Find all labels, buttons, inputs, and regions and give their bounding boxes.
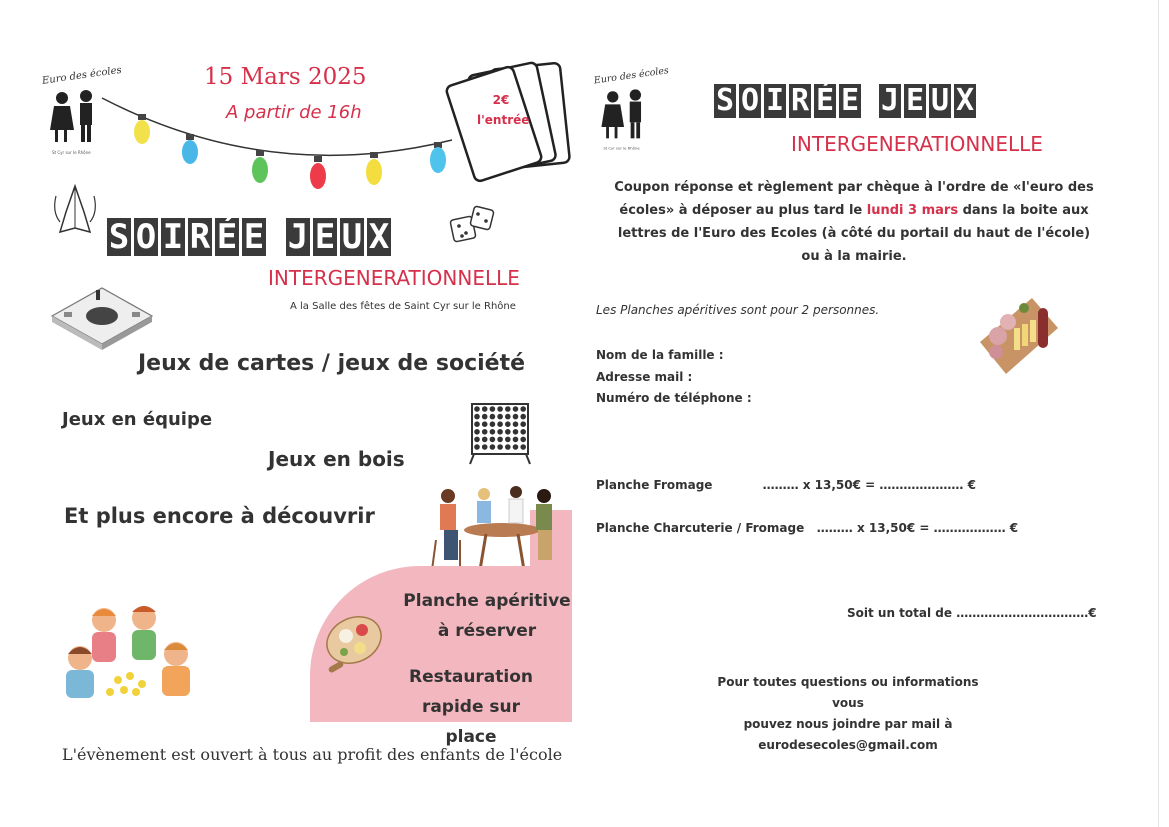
title-letter: E bbox=[840, 83, 860, 118]
title-letter: É bbox=[815, 83, 835, 118]
event-venue: A la Salle des fêtes de Saint Cyr sur le Rhône bbox=[290, 301, 516, 312]
event-date: 15 Mars 2025 bbox=[204, 64, 367, 90]
contact-email: eurodesecoles@gmail.com bbox=[758, 738, 938, 752]
board-game-icon bbox=[50, 282, 154, 350]
title-letter: É bbox=[216, 217, 238, 257]
logo-text: Euro des écoles bbox=[593, 65, 670, 87]
page-edge bbox=[1158, 0, 1159, 827]
order-mixed: Planche Charcuterie / Fromage ……… x 13,50€ = ……………… € bbox=[596, 521, 1019, 535]
title-letter: E bbox=[905, 83, 925, 118]
field-email: Adresse mail : bbox=[596, 370, 693, 384]
string-lights-icon bbox=[100, 90, 460, 200]
praying-hands-icon bbox=[50, 182, 100, 238]
dice-icon bbox=[448, 204, 498, 248]
title-letter: O bbox=[135, 217, 157, 257]
connect-four-icon bbox=[470, 402, 530, 466]
title-letter: E bbox=[243, 217, 265, 257]
order-cheese: Planche Fromage ……… x 13,50€ = ………………… € bbox=[596, 478, 976, 492]
logo-subtext: St Cyr sur le Rhône bbox=[52, 150, 91, 155]
order-total: Soit un total de ……………………………€ bbox=[847, 606, 1097, 620]
activity-wood: Jeux en bois bbox=[268, 447, 405, 471]
aperitif-board-icon bbox=[318, 606, 392, 680]
price-label: l'entrée bbox=[477, 113, 530, 127]
title-letter: R bbox=[189, 217, 211, 257]
activity-team: Jeux en équipe bbox=[62, 409, 213, 430]
coupon-deadline: lundi 3 mars bbox=[866, 203, 959, 218]
planche-info bbox=[402, 586, 572, 646]
activity-more: Et plus encore à découvrir bbox=[64, 504, 375, 528]
title-gap bbox=[864, 84, 876, 118]
children-playing-icon bbox=[58, 600, 218, 704]
restauration-info bbox=[398, 662, 544, 752]
event-time: A partir de 16h bbox=[226, 102, 362, 123]
title-letter: U bbox=[930, 83, 950, 118]
planche-note: Les Planches apéritives sont pour 2 personnes. bbox=[596, 303, 880, 317]
logo-children-icon bbox=[592, 65, 670, 156]
charcuterie-board-icon bbox=[976, 294, 1062, 378]
planche-line-2: à réserver bbox=[437, 621, 537, 641]
resto-line-2: rapide sur place bbox=[421, 697, 521, 747]
logo-subtext: St Cyr sur le Rhône bbox=[603, 146, 640, 151]
price-amount: 2€ bbox=[492, 93, 510, 107]
entry-price bbox=[477, 90, 530, 130]
planche-line-1: Planche apéritive bbox=[403, 591, 571, 611]
event-footer: L'évènement est ouvert à tous au profit des enfants de l'école bbox=[62, 745, 563, 764]
coupon-text-1: Coupon réponse et règlement par chèque à l'ordre de «l'euro des écoles» à déposer au plus tard le bbox=[614, 180, 1094, 218]
field-family: Nom de la famille : bbox=[596, 348, 724, 362]
title-letter: X bbox=[368, 217, 390, 257]
title-letter: I bbox=[162, 217, 184, 257]
title-letter: X bbox=[955, 83, 975, 118]
event-title bbox=[107, 218, 391, 256]
coupon-instructions bbox=[612, 176, 1096, 268]
event-subtitle: INTERGENERATIONNELLE bbox=[268, 266, 520, 290]
title-letter: O bbox=[740, 83, 760, 118]
contact-line-2: pouvez nous joindre par mail à bbox=[743, 717, 953, 731]
title-letter: S bbox=[715, 83, 735, 118]
resto-line-1: Restauration bbox=[408, 667, 534, 687]
activity-cards: Jeux de cartes / jeux de société bbox=[138, 351, 526, 376]
title-letter: S bbox=[108, 217, 130, 257]
title-letter: U bbox=[341, 217, 363, 257]
event-title bbox=[714, 84, 976, 118]
event-subtitle: INTERGENERATIONNELLE bbox=[791, 132, 1043, 156]
title-letter: J bbox=[287, 217, 309, 257]
coupon-text-2: dans la boite aux lettres de l'Euro des Ecoles (à côté du portail du haut de l'école) ou à la mairie. bbox=[617, 203, 1091, 264]
contact-line-1: Pour toutes questions ou informations vous bbox=[717, 675, 979, 710]
logo-text: Euro des écoles bbox=[41, 64, 123, 87]
title-letter: E bbox=[314, 217, 336, 257]
field-phone: Numéro de téléphone : bbox=[596, 391, 752, 405]
title-letter: R bbox=[790, 83, 810, 118]
contact-info bbox=[702, 672, 994, 756]
people-table-icon bbox=[426, 480, 572, 572]
title-gap bbox=[269, 218, 283, 256]
title-letter: I bbox=[765, 83, 785, 118]
title-letter: J bbox=[880, 83, 900, 118]
